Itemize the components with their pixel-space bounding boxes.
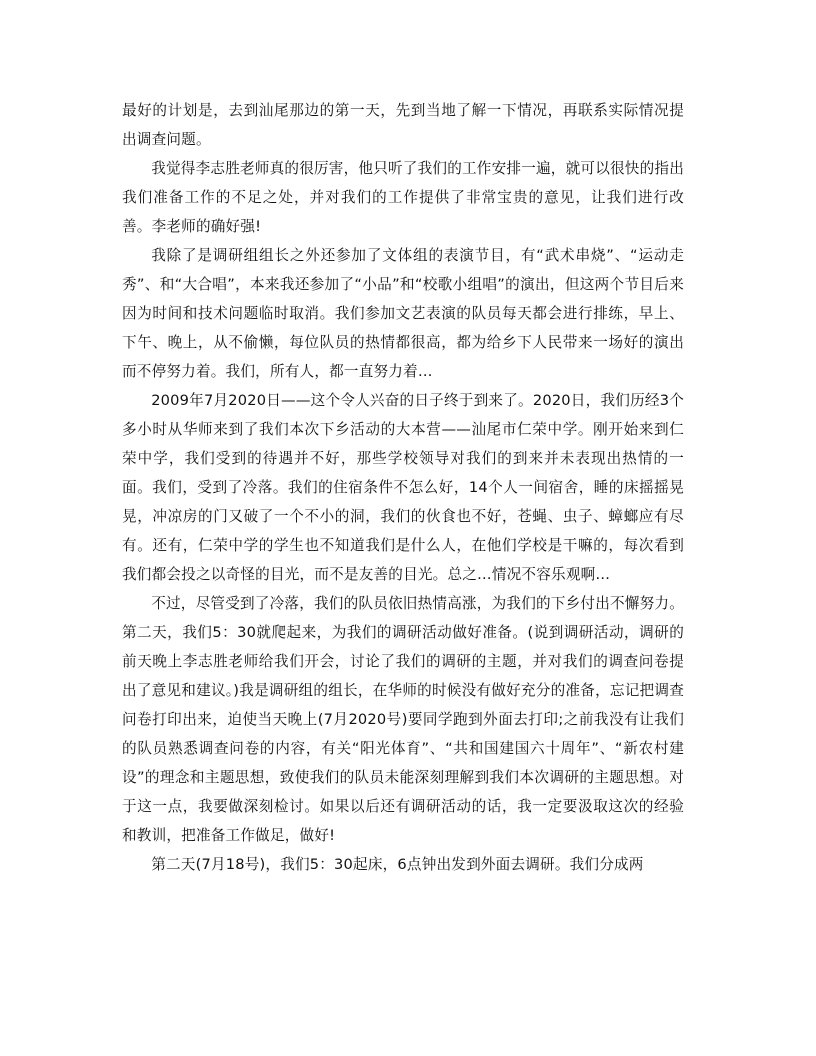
paragraph-4: 2009年7月2020日——这个令人兴奋的日子终于到来了。2020日，我们历经3个多小时从华师来到了我们本次下乡活动的大本营——汕尾市仁荣中学。刚开始来到仁荣中学，我们受到的待遇并不好，那些学校领导对我们的到来并未表现出热情的一面。我们，受到了冷落。我们的住宿条件不怎么好，14个人一间宿舍，睡的床摇摇晃晃，冲凉房的门又破了一个不小的洞，我们的伙食也不好，苍蝇、虫子、蟑螂应有尽有。还有，仁荣中学的学生也不知道我们是什么人，在他们学校是干嘛的，每次看到我们都会投之以奇怪的目光，而不是友善的目光。总之…情况不容乐观啊… (122, 392, 684, 583)
paragraph-6: 第二天(7月18号)，我们5：30起床，6点钟出发到外面去调研。我们分成两 (151, 856, 644, 873)
paragraph-2: 我觉得李志胜老师真的很厉害，他只听了我们的工作安排一遍，就可以很快的指出我们准备工作的不足之处，并对我们的工作提供了非常宝贵的意见，让我们进行改善。李老师的确好强! (122, 160, 684, 235)
paragraph-3: 我除了是调研组组长之外还参加了文体组的表演节目，有“武术串烧”、“运动走秀”、和“大合唱”，本来我还参加了“小品”和“校歌小组唱”的演出，但这两个节目后来因为时间和技术问题临时取消。我们参加文艺表演的队员每天都会进行排练，早上、下午、晚上，从不偷懒，每位队员的热情都很高，都为给乡下人民带来一场好的演出而不停努力着。我们，所有人，都一直努力着… (122, 247, 684, 380)
paragraph-1: 最好的计划是，去到汕尾那边的第一天，先到当地了解一下情况，再联系实际情况提出调查问题。 (122, 102, 684, 148)
document-page (122, 96, 684, 879)
paragraph-5: 不过，尽管受到了冷落，我们的队员依旧热情高涨，为我们的下乡付出不懈努力。第二天，我们5：30就爬起来，为我们的调研活动做好准备。(说到调研活动，调研的前天晚上李志胜老师给我们开会，讨论了我们的调研的主题，并对我们的调查问卷提出了意见和建议。)我是调研组的组长，在华师的时候没有做好充分的准备，忘记把调查问卷打印出来，迫使当天晚上(7月2020号)要同学跑到外面去打印;之前我没有让我们的队员熟悉调查问卷的内容，有关“阳光体育”、“共和国建国六十周年”、“新农村建设”的理念和主题思想，致使我们的队员未能深刻理解到我们本次调研的主题思想。对于这一点，我要做深刻检讨。如果以后还有调研活动的话，我一定要汲取这次的经验和教训，把准备工作做足，做好! (122, 595, 684, 844)
